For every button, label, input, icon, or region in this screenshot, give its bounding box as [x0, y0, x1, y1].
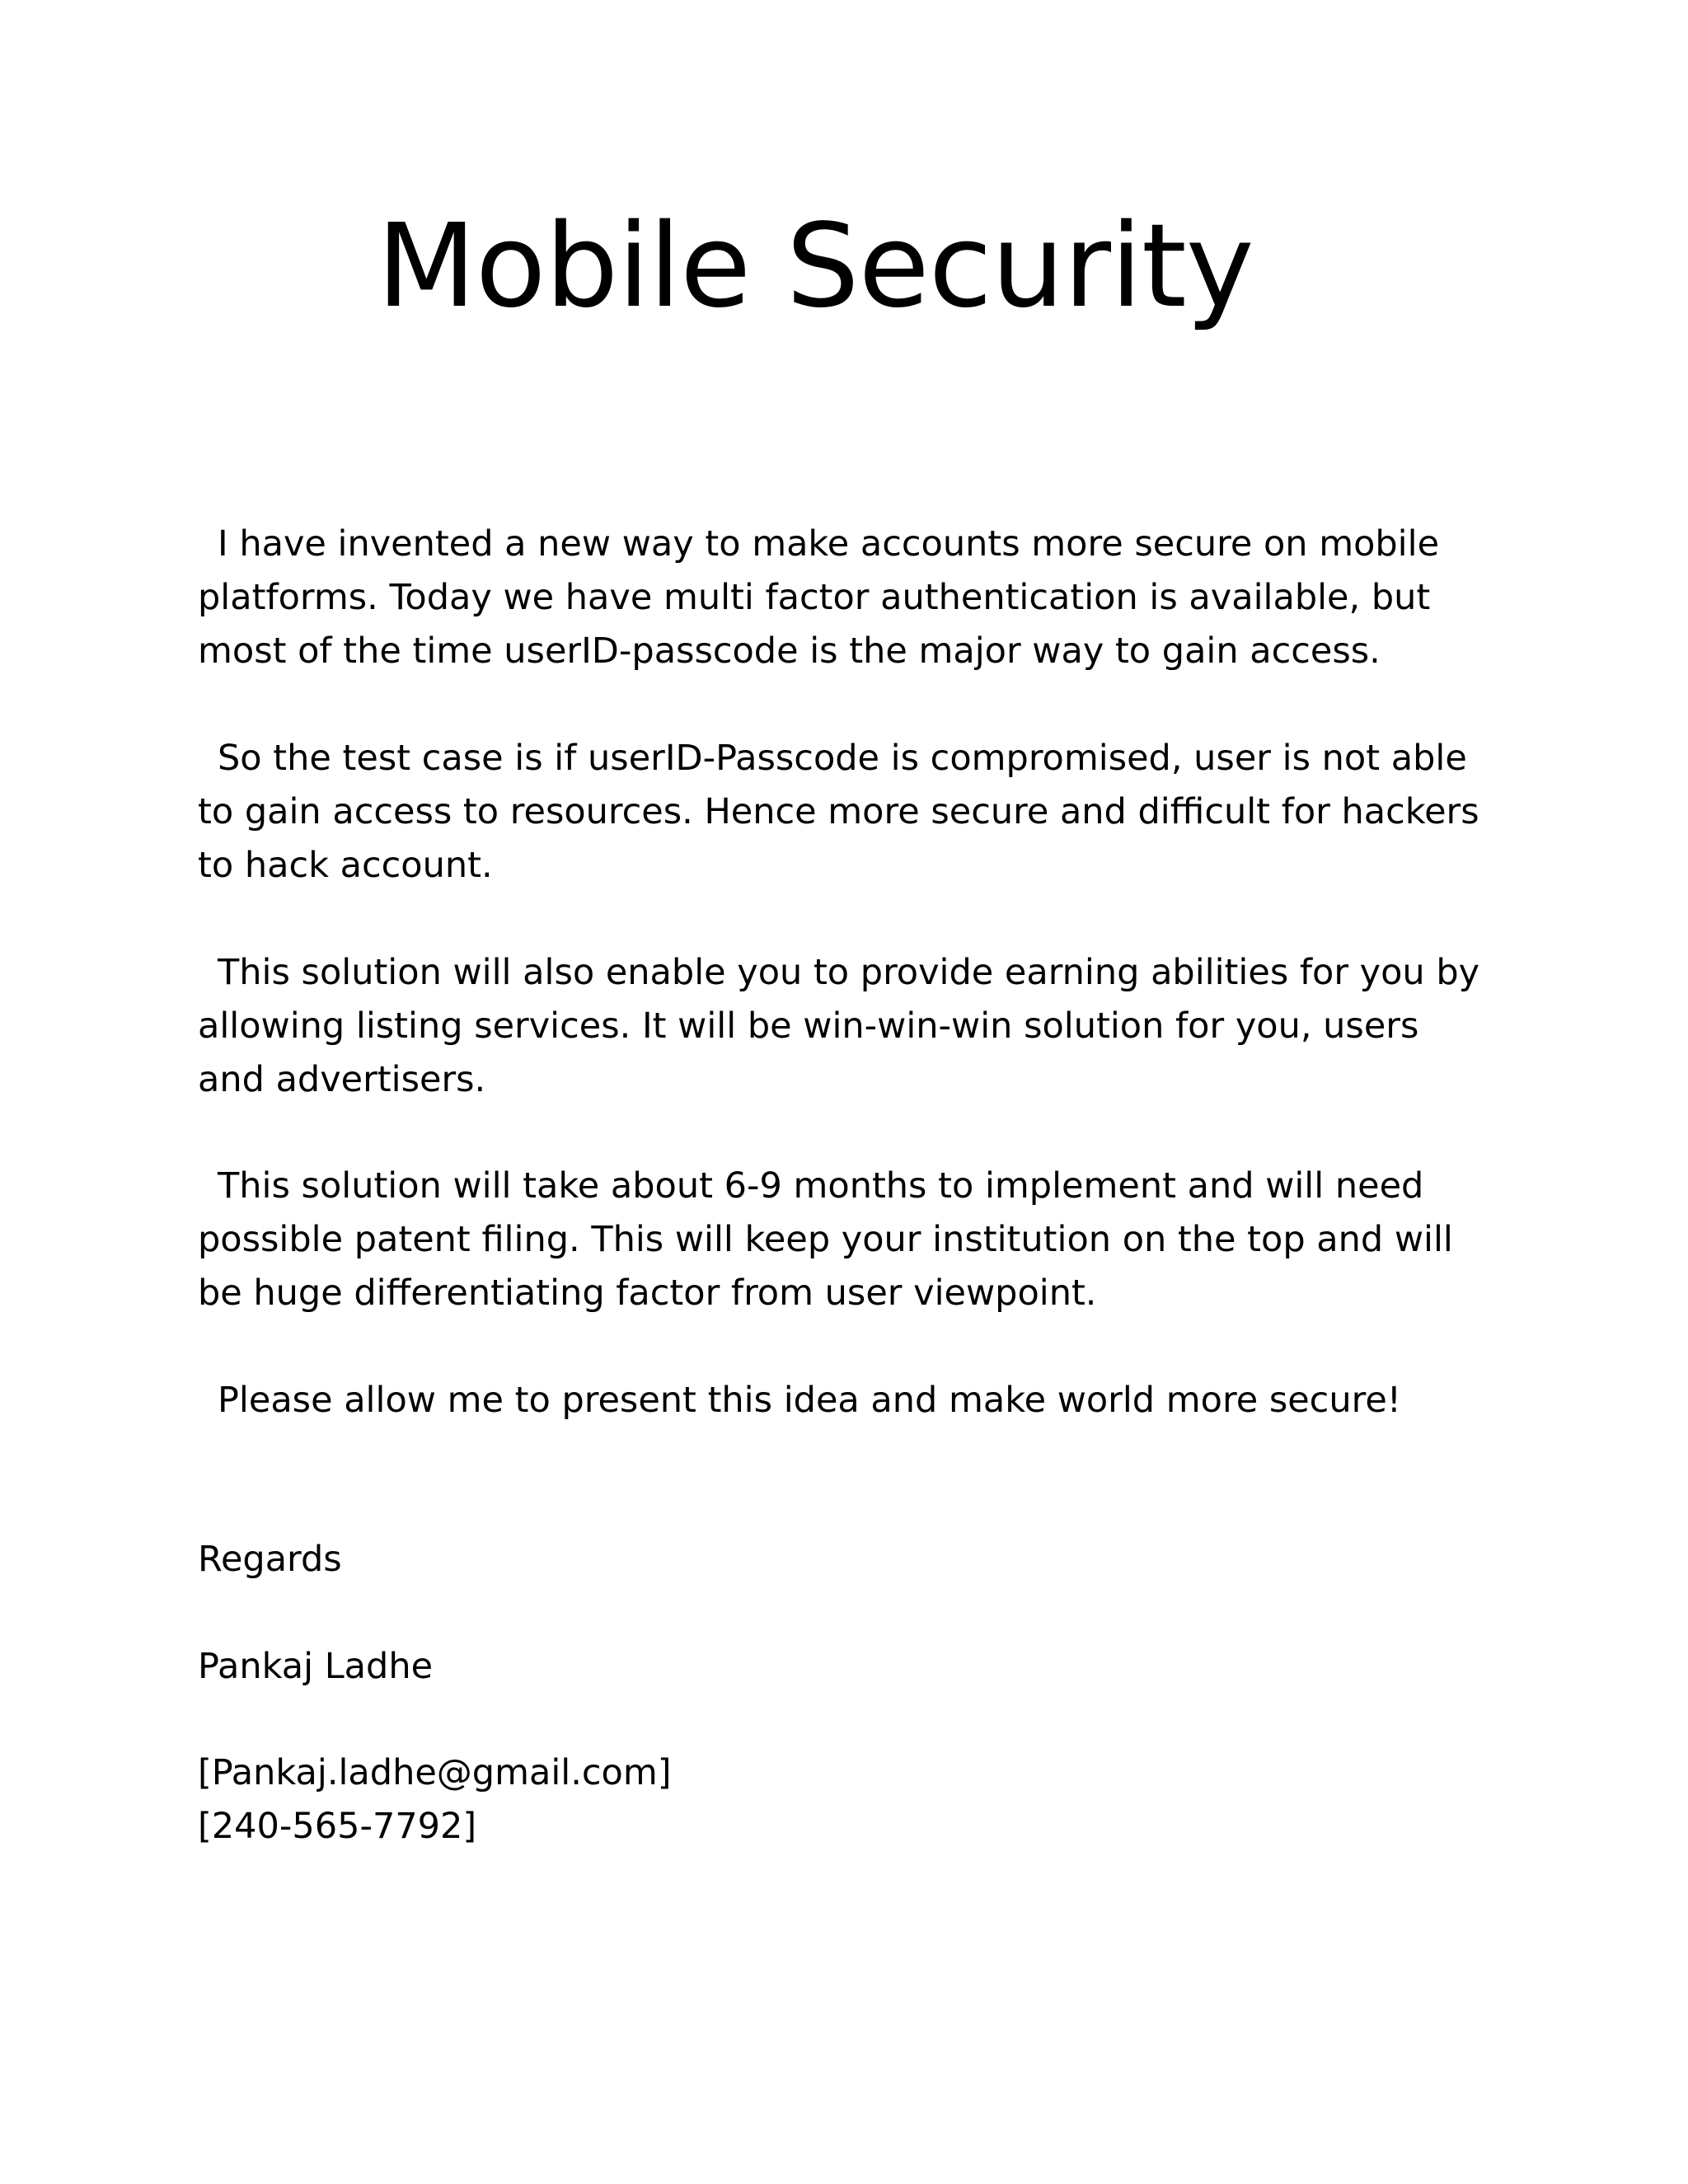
- paragraph-line: This solution will take about 6-9 months to implement and will need: [218, 1165, 1424, 1207]
- closing-regards: Regards: [198, 1539, 342, 1580]
- paragraph-line: This solution will also enable you to provide earning abilities for you by: [218, 952, 1480, 993]
- contact-phone: [240-565-7792]: [198, 1806, 477, 1847]
- paragraph-line: to hack account.: [198, 845, 493, 886]
- paragraph-3: [198, 946, 1517, 1107]
- paragraph-line: possible patent filing. This will keep your institution on the top and will: [198, 1219, 1453, 1260]
- paragraph-4: [198, 1160, 1517, 1320]
- paragraph-line: and advertisers.: [198, 1059, 486, 1100]
- paragraph-1: [198, 518, 1517, 678]
- paragraph-line: I have invented a new way to make accounts more secure on mobile: [218, 523, 1440, 565]
- paragraph-2: [198, 732, 1517, 893]
- paragraph-line: to gain access to resources. Hence more secure and difficult for hackers: [198, 791, 1479, 832]
- paragraph-line: most of the time userID-passcode is the major way to gain access.: [198, 630, 1381, 672]
- contact-email: [Pankaj.ladhe@gmail.com]: [198, 1752, 672, 1793]
- paragraph-line: platforms. Today we have multi factor authentication is available, but: [198, 577, 1431, 618]
- paragraph-5: [198, 1374, 1517, 1427]
- paragraph-line: be huge differentiating factor from user viewpoint.: [198, 1272, 1097, 1314]
- paragraph-line: So the test case is if userID-Passcode is compromised, user is not able: [218, 738, 1467, 779]
- paragraph-line: Please allow me to present this idea and make world more secure!: [218, 1380, 1402, 1421]
- signature-name: Pankaj Ladhe: [198, 1646, 434, 1687]
- document-title: Mobile Security: [377, 199, 1254, 334]
- paragraph-line: allowing listing services. It will be win-win-win solution for you, users: [198, 1005, 1419, 1047]
